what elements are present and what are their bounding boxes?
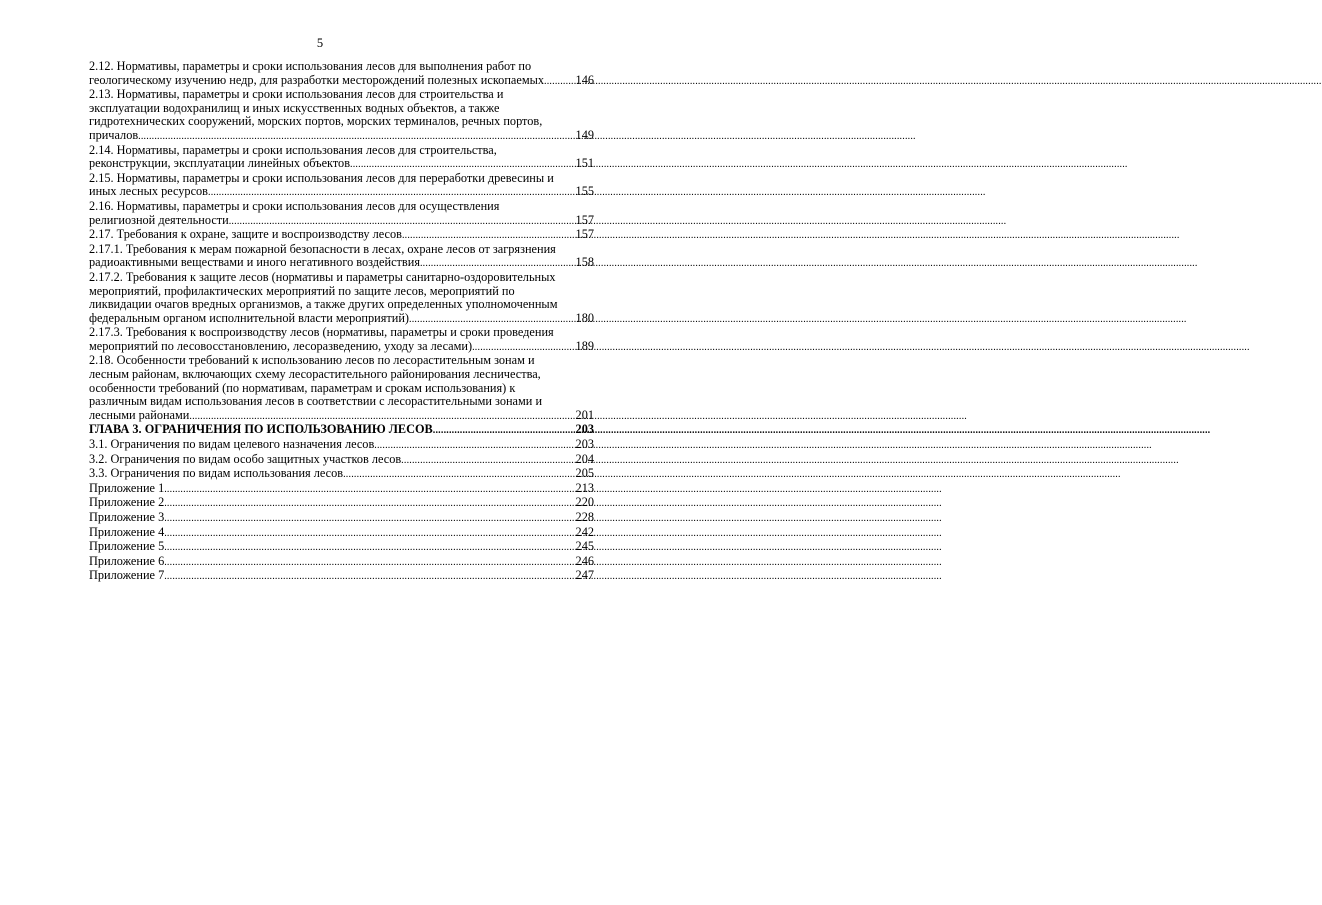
- dot-leader: [472, 340, 574, 355]
- toc-entry-text-line: 2.12. Нормативы, параметры и сроки использования лесов для выполнения работ по: [89, 59, 532, 73]
- toc-entry[interactable]: [89, 200, 594, 228]
- toc-entry-title: Приложение 7: [89, 568, 165, 583]
- toc-entry-last-line: [89, 511, 594, 526]
- toc-entry-page: 205: [575, 466, 594, 481]
- dot-leader: [544, 74, 575, 89]
- dot-leader: [164, 540, 574, 555]
- toc-entry-text-line: 2.18. Особенности требований к использованию лесов по лесорастительным зонам и: [89, 353, 535, 368]
- toc-entry-title: 3.3. Ограничения по видам использования лесов: [89, 466, 344, 481]
- toc-entry-title: Приложение 4: [89, 524, 165, 539]
- dot-leader: [401, 453, 574, 468]
- toc-entry-page: 220: [575, 495, 594, 510]
- dot-leader: [164, 526, 574, 541]
- toc-entry-text-line: мероприятий, профилактических мероприятий по защите лесов, мероприятий по: [89, 283, 515, 298]
- dot-leader: [343, 467, 574, 482]
- toc-entry-page: 246: [575, 553, 594, 568]
- dot-leader: [350, 157, 575, 172]
- toc-entry-last-line: [89, 409, 594, 424]
- toc-entry-page: 189: [575, 338, 594, 353]
- toc-entry[interactable]: [89, 271, 594, 326]
- toc-entry-page: 245: [575, 539, 594, 554]
- dot-leader: [164, 482, 574, 497]
- toc-entry-last-line: [89, 438, 594, 453]
- toc-entry-last-line: [89, 555, 594, 570]
- toc-entry-title: Приложение 1: [89, 480, 165, 495]
- toc-entry-last-line: [89, 256, 594, 271]
- toc-entry[interactable]: [89, 60, 594, 88]
- toc-entry-text-line: 2.17.2. Требования к защите лесов (нормативы и параметры санитарно-оздоровительных: [89, 269, 556, 284]
- dot-leader: [164, 496, 574, 511]
- toc-entry[interactable]: [89, 423, 594, 438]
- toc-entry-page: 155: [575, 184, 594, 199]
- toc-entry-page: 180: [575, 310, 594, 325]
- dot-leader: [138, 129, 574, 144]
- toc-entry[interactable]: [89, 354, 594, 423]
- toc-entry[interactable]: [89, 243, 594, 271]
- toc-entry-page: 203: [575, 422, 594, 437]
- toc-entry[interactable]: [89, 467, 594, 482]
- toc-entry-title: ГЛАВА 3. ОГРАНИЧЕНИЯ ПО ИСПОЛЬЗОВАНИЮ ЛЕСОВ: [89, 422, 433, 437]
- toc-entry-title: Приложение 2: [89, 495, 165, 510]
- toc-entry-title: 3.1. Ограничения по видам целевого назначения лесов: [89, 437, 375, 452]
- toc-entry[interactable]: [89, 326, 594, 354]
- toc-entry-text-line: ликвидации очагов вредных организмов, а также других определенных уполномоченным: [89, 297, 558, 312]
- toc-entry-title: геологическому изучению недр, для разработки месторождений полезных ископаемых: [89, 72, 545, 87]
- toc-entry-text-line: гидротехнических сооружений, морских портов, морских терминалов, речных портов,: [89, 114, 543, 129]
- toc-entry-page: 203: [575, 437, 594, 452]
- toc-entry[interactable]: [89, 88, 594, 143]
- toc-entry-title: религиозной деятельности: [89, 212, 229, 227]
- toc-entry-title: 3.2. Ограничения по видам особо защитных участков лесов: [89, 451, 402, 466]
- dot-leader: [374, 438, 574, 453]
- toc-entry-last-line: [89, 340, 594, 355]
- toc-entry-last-line: [89, 185, 594, 200]
- toc-entry[interactable]: [89, 555, 594, 570]
- toc-entry-last-line: [89, 312, 594, 327]
- toc-entry-last-line: [89, 453, 594, 468]
- toc-entry-title: Приложение 3: [89, 510, 165, 524]
- toc-entry-last-line: [89, 482, 594, 497]
- toc-entry-text-line: особенности требований (по нормативам, параметрам и срокам использования) к: [89, 380, 516, 395]
- toc-entry-page: 157: [575, 227, 594, 242]
- toc-entry-text-line: эксплуатации водохранилищ и иных искусственных водных объектов, а также: [89, 100, 500, 115]
- toc-entry[interactable]: [89, 438, 594, 453]
- toc-entry-title: лесными районами: [89, 407, 190, 422]
- toc-entry-text-line: 2.13. Нормативы, параметры и сроки использования лесов для строительства и: [89, 87, 504, 102]
- toc-entry[interactable]: [89, 228, 594, 243]
- dot-leader: [433, 423, 575, 438]
- toc-entry-page: 146: [575, 72, 594, 87]
- toc-entry-page: 213: [575, 480, 594, 495]
- toc-entry-last-line: [89, 228, 594, 243]
- toc-entry-text-line: 2.14. Нормативы, параметры и сроки использования лесов для строительства,: [89, 142, 497, 157]
- toc-entry-title: Приложение 6: [89, 553, 165, 568]
- dot-leader: [164, 555, 574, 570]
- toc-entry-text-line: 2.17.3. Требования к воспроизводству лесов (нормативы, параметры и сроки проведения: [89, 325, 554, 340]
- dot-leader: [164, 569, 574, 584]
- dot-leader: [208, 185, 575, 200]
- toc-entry-last-line: [89, 214, 594, 229]
- page-number: 5: [316, 36, 324, 50]
- toc-entry-page: 157: [575, 212, 594, 227]
- toc-entry[interactable]: [89, 172, 594, 200]
- toc-entry-page: 201: [575, 407, 594, 422]
- dot-leader: [420, 256, 575, 271]
- toc-entry[interactable]: [89, 540, 594, 555]
- toc-entry-last-line: [89, 540, 594, 555]
- toc-entry-page: 204: [575, 451, 594, 466]
- toc-entry-title: 2.17. Требования к охране, защите и воспроизводству лесов: [89, 227, 402, 242]
- toc-entry-title: иных лесных ресурсов: [89, 184, 208, 199]
- toc-entry-last-line: [89, 74, 594, 89]
- toc-entry-text-line: 2.16. Нормативы, параметры и сроки использования лесов для осуществления: [89, 198, 500, 213]
- toc-entry-title: реконструкции, эксплуатации линейных объектов: [89, 156, 351, 171]
- toc-entry-last-line: [89, 526, 594, 541]
- table-of-contents: [89, 60, 594, 584]
- toc-entry-last-line: [89, 423, 594, 438]
- toc-entry-page: 247: [575, 568, 594, 583]
- toc-entry[interactable]: [89, 496, 594, 511]
- toc-entry-page: 228: [575, 510, 594, 524]
- toc-entry-title: Приложение 5: [89, 539, 165, 554]
- toc-entry-title: федеральным органом исполнительной власти мероприятий): [89, 310, 410, 325]
- toc-entry-text-line: лесным районам, включающих схему лесорастительного районирования лесничества,: [89, 367, 541, 382]
- toc-entry-last-line: [89, 569, 594, 584]
- toc-entry-last-line: [89, 467, 594, 482]
- toc-entry-title: причалов: [89, 127, 139, 142]
- dot-leader: [189, 409, 574, 424]
- toc-entry-page: 242: [575, 524, 594, 539]
- toc-entry-last-line: [89, 157, 594, 172]
- toc-entry-title: мероприятий по лесовосстановлению, лесоразведению, уходу за лесами): [89, 338, 473, 353]
- toc-entry-text-line: 2.15. Нормативы, параметры и сроки использования лесов для переработки древесины и: [89, 170, 554, 185]
- toc-entry[interactable]: [89, 453, 594, 468]
- toc-entry[interactable]: [89, 482, 594, 497]
- dot-leader: [409, 312, 575, 327]
- toc-entry-page: 158: [575, 255, 594, 270]
- toc-entry-last-line: [89, 129, 594, 144]
- toc-entry-text-line: различным видам использования лесов в соответствии с лесорастительными зонами и: [89, 394, 543, 409]
- toc-entry-page: 149: [575, 127, 594, 142]
- toc-entry-page: 151: [575, 156, 594, 171]
- toc-entry[interactable]: [89, 511, 594, 526]
- toc-entry-title: радиоактивными веществами и иного негативного воздействия: [89, 255, 420, 270]
- toc-entry[interactable]: [89, 144, 594, 172]
- toc-entry[interactable]: [89, 569, 594, 584]
- dot-leader: [229, 214, 575, 229]
- dot-leader: [164, 511, 574, 526]
- toc-entry-text-line: 2.17.1. Требования к мерам пожарной безопасности в лесах, охране лесов от загрязнения: [89, 241, 556, 256]
- toc-entry-last-line: [89, 496, 594, 511]
- dot-leader: [402, 228, 575, 243]
- toc-entry[interactable]: [89, 526, 594, 541]
